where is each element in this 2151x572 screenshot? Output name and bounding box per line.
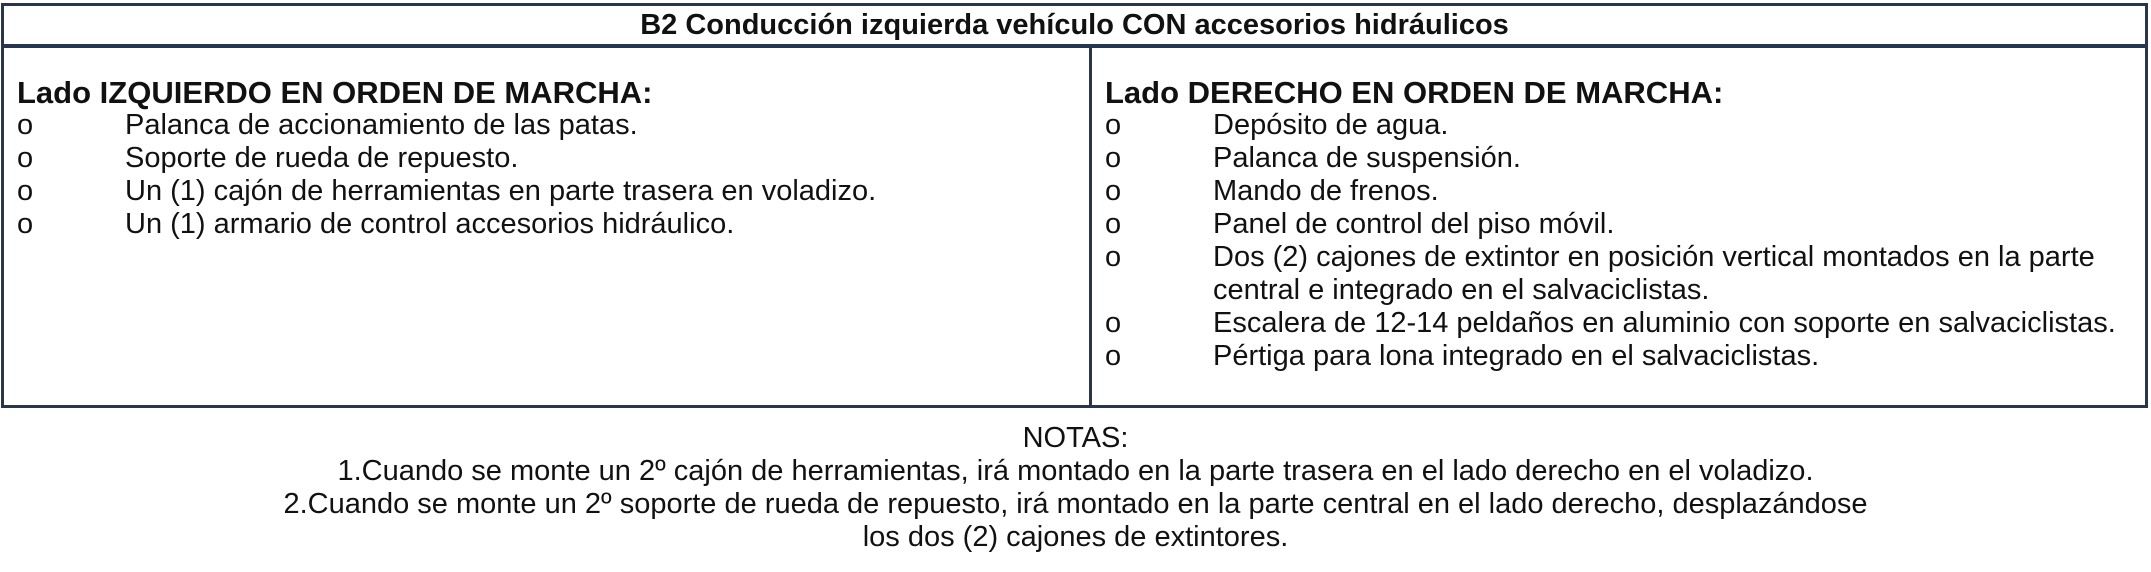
list-item-text: Mando de frenos. xyxy=(1213,175,1439,207)
left-side-column xyxy=(4,48,1092,405)
bullet-marker: o xyxy=(1105,340,1122,372)
equipment-table xyxy=(1,3,2148,408)
bullet-marker: o xyxy=(17,142,34,174)
bullet-marker: o xyxy=(17,208,34,240)
bullet-marker: o xyxy=(17,175,34,207)
left-side-heading: Lado IZQUIERDO EN ORDEN DE MARCHA: xyxy=(17,75,653,110)
list-item-text: Palanca de suspensión. xyxy=(1213,142,1521,174)
notes-section xyxy=(0,422,2151,554)
list-item-text: Un (1) cajón de herramientas en parte trasera en voladizo. xyxy=(125,175,877,207)
notes-heading: NOTAS: xyxy=(1022,422,1129,454)
list-item xyxy=(1105,208,2145,241)
bullet-marker: o xyxy=(1105,109,1122,141)
list-item xyxy=(1105,241,2145,307)
left-side-list xyxy=(17,109,1089,241)
list-item xyxy=(1105,109,2145,142)
list-item-text: Soporte de rueda de repuesto. xyxy=(125,142,519,174)
list-item xyxy=(17,208,1089,241)
note-2-line-2: los dos (2) cajones de extintores. xyxy=(862,521,1289,553)
list-item xyxy=(17,142,1089,175)
bullet-marker: o xyxy=(1105,142,1122,174)
bullet-marker: o xyxy=(17,109,34,141)
list-item xyxy=(1105,175,2145,208)
list-item xyxy=(1105,307,2145,340)
table-title: B2 Conducción izquierda vehículo CON accesorios hidráulicos xyxy=(4,6,2145,48)
list-item-text: Panel de control del piso móvil. xyxy=(1213,208,1615,240)
bullet-marker: o xyxy=(1105,175,1122,207)
list-item-text: Un (1) armario de control accesorios hidráulico. xyxy=(125,208,735,240)
right-side-heading: Lado DERECHO EN ORDEN DE MARCHA: xyxy=(1105,75,1724,110)
list-item-text: Pértiga para lona integrado en el salvaciclistas. xyxy=(1213,340,1820,372)
note-1: 1.Cuando se monte un 2º cajón de herramientas, irá montado en la parte trasera en el lado derecho en el voladizo. xyxy=(337,455,1814,487)
list-item xyxy=(1105,142,2145,175)
bullet-marker: o xyxy=(1105,241,1122,273)
bullet-marker: o xyxy=(1105,307,1122,339)
list-item xyxy=(17,175,1089,208)
list-item-text: Dos (2) cajones de extintor en posición vertical montados en la parte central e integrado en el salvaciclistas. xyxy=(1213,241,2095,306)
right-side-column xyxy=(1092,48,2145,405)
list-item-text: Palanca de accionamiento de las patas. xyxy=(125,109,638,141)
list-item-text: Depósito de agua. xyxy=(1213,109,1449,141)
note-2-line-1: 2.Cuando se monte un 2º soporte de rueda de repuesto, irá montado en la parte central en el lado derecho, desplazándose xyxy=(283,488,1868,520)
list-item xyxy=(1105,340,2145,373)
bullet-marker: o xyxy=(1105,208,1122,240)
right-side-list xyxy=(1105,109,2145,373)
list-item-text: Escalera de 12-14 peldaños en aluminio con soporte en salvaciclistas. xyxy=(1213,307,2116,339)
list-item xyxy=(17,109,1089,142)
